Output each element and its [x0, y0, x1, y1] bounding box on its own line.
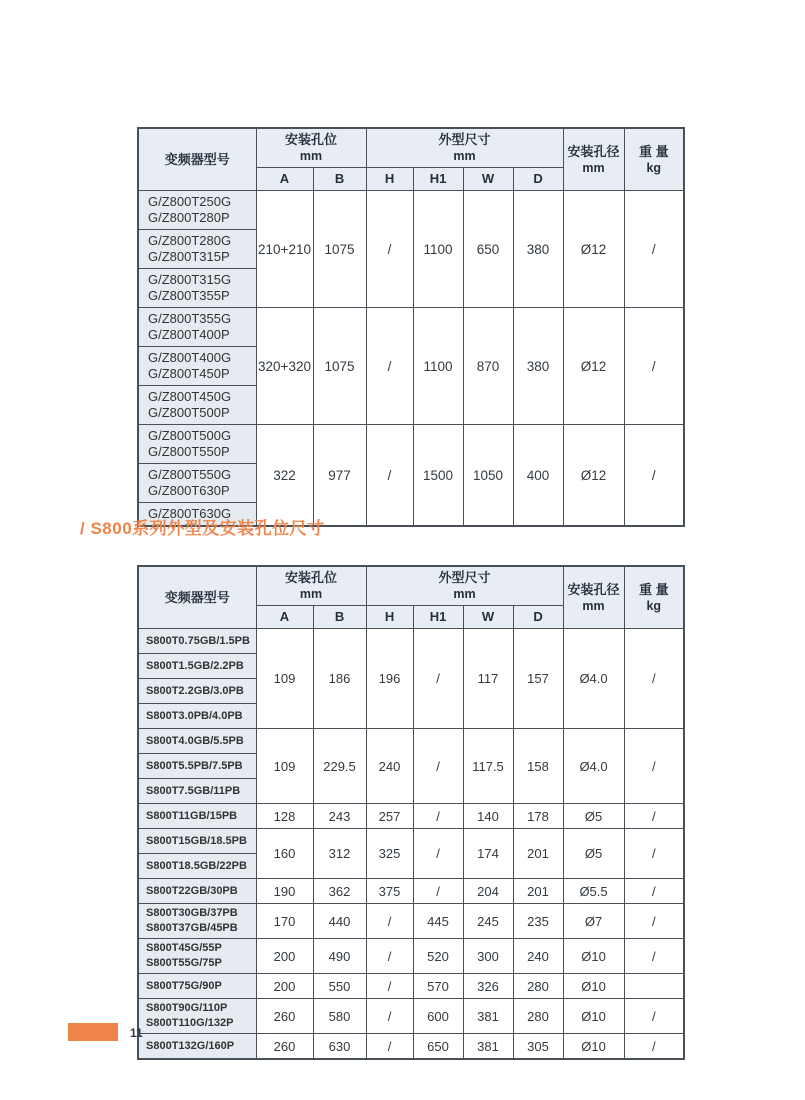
value-cell: 1075: [313, 191, 366, 308]
value-cell: 1050: [463, 425, 513, 527]
header-row-1: [138, 566, 684, 606]
value-cell: Ø5.5: [563, 879, 624, 904]
model-name: G/Z800T630P: [148, 483, 230, 498]
value-cell: /: [624, 425, 684, 527]
s800-table-body: [138, 629, 684, 1060]
col-header-mount-holes-unit: mm: [299, 149, 323, 163]
value-cell: /: [413, 629, 463, 729]
col-header-weight: [624, 566, 684, 629]
value-cell: /: [366, 974, 413, 999]
col-header-hole-dia: [563, 128, 624, 191]
model-cell: [138, 269, 256, 308]
model-name: G/Z800T400G: [148, 350, 232, 365]
model-name: G/Z800T550G: [148, 467, 232, 482]
model-name: S800T18.5GB/22PB: [146, 859, 247, 872]
value-cell: 312: [313, 829, 366, 879]
col-header-H1: H1: [413, 168, 463, 191]
model-name: G/Z800T355P: [148, 288, 230, 303]
value-cell: /: [366, 939, 413, 974]
value-cell: /: [624, 904, 684, 939]
value-cell: 325: [366, 829, 413, 879]
model-cell: [138, 679, 256, 704]
col-header-weight-label: 重 量: [638, 581, 669, 597]
table-row: [138, 829, 684, 854]
col-header-weight: [624, 128, 684, 191]
col-header-D: D: [513, 168, 563, 191]
model-cell: [138, 464, 256, 503]
value-cell: 445: [413, 904, 463, 939]
table-row: [138, 629, 684, 654]
value-cell: Ø12: [563, 308, 624, 425]
col-header-H: H: [366, 168, 413, 191]
value-cell: 322: [256, 425, 313, 527]
value-cell: /: [624, 191, 684, 308]
value-cell: /: [413, 879, 463, 904]
value-cell: /: [413, 729, 463, 804]
col-header-H1: H1: [413, 606, 463, 629]
col-header-dims-label: 外型尺寸: [438, 570, 491, 585]
value-cell: /: [624, 879, 684, 904]
value-cell: 1075: [313, 308, 366, 425]
model-name: G/Z800T315G: [148, 272, 232, 287]
table-row: [138, 904, 684, 939]
value-cell: /: [624, 729, 684, 804]
col-header-W: W: [463, 606, 513, 629]
value-cell: 650: [463, 191, 513, 308]
col-header-mount-holes-label: 安装孔位: [285, 132, 338, 147]
value-cell: 201: [513, 829, 563, 879]
value-cell: 362: [313, 879, 366, 904]
value-cell: 440: [313, 904, 366, 939]
value-cell: /: [413, 829, 463, 879]
value-cell: 260: [256, 1034, 313, 1060]
value-cell: 650: [413, 1034, 463, 1060]
value-cell: 257: [366, 804, 413, 829]
model-cell: [138, 854, 256, 879]
col-header-mount-holes: [256, 566, 366, 606]
value-cell: 128: [256, 804, 313, 829]
model-cell: [138, 425, 256, 464]
value-cell: [624, 974, 684, 999]
value-cell: /: [366, 1034, 413, 1060]
col-header-dims: [366, 128, 563, 168]
model-name: G/Z800T250G: [148, 194, 232, 209]
value-cell: 186: [313, 629, 366, 729]
model-cell: [138, 704, 256, 729]
value-cell: 178: [513, 804, 563, 829]
model-name: S800T15GB/18.5PB: [146, 834, 247, 847]
col-header-hole-dia: [563, 566, 624, 629]
value-cell: 109: [256, 629, 313, 729]
model-name: G/Z800T355G: [148, 311, 232, 326]
value-cell: 580: [313, 999, 366, 1034]
value-cell: /: [624, 939, 684, 974]
value-cell: Ø5: [563, 804, 624, 829]
model-name: S800T0.75GB/1.5PB: [146, 634, 250, 647]
value-cell: /: [624, 629, 684, 729]
model-cell: [138, 754, 256, 779]
value-cell: Ø10: [563, 974, 624, 999]
value-cell: 1500: [413, 425, 463, 527]
model-cell: [138, 829, 256, 854]
value-cell: /: [413, 804, 463, 829]
model-cell: [138, 629, 256, 654]
model-name: S800T75G/90P: [146, 979, 222, 992]
s800-dimension-table: [137, 565, 685, 1060]
value-cell: 1100: [413, 308, 463, 425]
value-cell: 380: [513, 308, 563, 425]
header-row-1: [138, 128, 684, 168]
value-cell: 190: [256, 879, 313, 904]
col-header-model: 变频器型号: [138, 128, 256, 191]
value-cell: Ø10: [563, 939, 624, 974]
model-name: S800T22GB/30PB: [146, 884, 238, 897]
model-name: S800T90G/110P: [146, 1002, 228, 1014]
value-cell: 305: [513, 1034, 563, 1060]
col-header-H: H: [366, 606, 413, 629]
value-cell: 260: [256, 999, 313, 1034]
value-cell: 320+320: [256, 308, 313, 425]
value-cell: 235: [513, 904, 563, 939]
value-cell: /: [366, 425, 413, 527]
model-cell: [138, 191, 256, 230]
col-header-hole-dia-label: 安装孔径: [567, 143, 620, 159]
model-name: G/Z800T450G: [148, 389, 232, 404]
value-cell: Ø12: [563, 191, 624, 308]
model-name: G/Z800T500P: [148, 405, 230, 420]
col-header-dims-label: 外型尺寸: [438, 132, 491, 147]
col-header-weight-unit: kg: [646, 160, 662, 175]
model-name: G/Z800T400P: [148, 327, 230, 342]
model-name: G/Z800T450P: [148, 366, 230, 381]
model-name: G/Z800T315P: [148, 249, 230, 264]
model-cell: [138, 729, 256, 754]
value-cell: 158: [513, 729, 563, 804]
table-row: [138, 1034, 684, 1060]
col-header-dims-unit: mm: [453, 149, 476, 163]
value-cell: 977: [313, 425, 366, 527]
value-cell: 140: [463, 804, 513, 829]
model-name: S800T7.5GB/11PB: [146, 784, 241, 797]
model-cell: [138, 308, 256, 347]
table-row: [138, 729, 684, 754]
model-name: S800T3.0PB/4.0PB: [146, 709, 243, 722]
model-cell: [138, 230, 256, 269]
model-name: S800T45G/55P: [146, 942, 222, 954]
value-cell: 204: [463, 879, 513, 904]
col-header-model: 变频器型号: [138, 566, 256, 629]
value-cell: 300: [463, 939, 513, 974]
model-name: S800T1.5GB/2.2PB: [146, 659, 244, 672]
model-name: G/Z800T280G: [148, 233, 232, 248]
model-name: G/Z800T550P: [148, 444, 230, 459]
value-cell: 240: [513, 939, 563, 974]
value-cell: 109: [256, 729, 313, 804]
value-cell: 280: [513, 999, 563, 1034]
value-cell: 520: [413, 939, 463, 974]
model-cell: [138, 904, 256, 939]
value-cell: 117: [463, 629, 513, 729]
value-cell: 157: [513, 629, 563, 729]
gz800-dimension-table-wrapper: [137, 127, 683, 527]
col-header-B: B: [313, 606, 366, 629]
value-cell: Ø4.0: [563, 729, 624, 804]
col-header-W: W: [463, 168, 513, 191]
value-cell: 243: [313, 804, 366, 829]
value-cell: 550: [313, 974, 366, 999]
model-cell: [138, 386, 256, 425]
col-header-hole-dia-label: 安装孔径: [567, 581, 620, 597]
table-row: [138, 999, 684, 1034]
value-cell: /: [366, 999, 413, 1034]
footer-accent-bar: [68, 1023, 118, 1041]
value-cell: 630: [313, 1034, 366, 1060]
col-header-mount-holes-unit: mm: [299, 587, 323, 601]
model-cell: [138, 347, 256, 386]
col-header-hole-dia-unit: mm: [582, 160, 605, 175]
value-cell: 381: [463, 1034, 513, 1060]
value-cell: 381: [463, 999, 513, 1034]
gz800-table-body: [138, 191, 684, 527]
value-cell: 570: [413, 974, 463, 999]
col-header-A: A: [256, 168, 313, 191]
table-row: [138, 804, 684, 829]
value-cell: 201: [513, 879, 563, 904]
value-cell: /: [624, 999, 684, 1034]
value-cell: 170: [256, 904, 313, 939]
value-cell: Ø10: [563, 999, 624, 1034]
value-cell: 326: [463, 974, 513, 999]
value-cell: 400: [513, 425, 563, 527]
model-name: S800T4.0GB/5.5PB: [146, 734, 244, 747]
value-cell: 160: [256, 829, 313, 879]
value-cell: 280: [513, 974, 563, 999]
col-header-weight-unit: kg: [646, 598, 662, 613]
model-name: S800T37GB/45PB: [146, 922, 238, 934]
col-header-A: A: [256, 606, 313, 629]
value-cell: /: [366, 191, 413, 308]
value-cell: /: [624, 308, 684, 425]
value-cell: 600: [413, 999, 463, 1034]
model-name: S800T132G/160P: [146, 1039, 235, 1052]
table-row: [138, 308, 684, 347]
value-cell: 210+210: [256, 191, 313, 308]
gz800-dimension-table: [137, 127, 685, 527]
model-name: S800T55G/75P: [146, 957, 222, 969]
value-cell: 240: [366, 729, 413, 804]
value-cell: Ø12: [563, 425, 624, 527]
model-name: G/Z800T630G: [148, 506, 232, 521]
value-cell: /: [624, 829, 684, 879]
page-number: 11: [130, 1026, 143, 1040]
table-row: [138, 974, 684, 999]
value-cell: 375: [366, 879, 413, 904]
col-header-dims-unit: mm: [453, 587, 476, 601]
table-row: [138, 939, 684, 974]
model-name: G/Z800T500G: [148, 428, 232, 443]
value-cell: /: [366, 308, 413, 425]
value-cell: 870: [463, 308, 513, 425]
value-cell: /: [366, 904, 413, 939]
model-cell: [138, 939, 256, 974]
model-name: G/Z800T280P: [148, 210, 230, 225]
model-cell: [138, 654, 256, 679]
value-cell: 200: [256, 974, 313, 999]
value-cell: 245: [463, 904, 513, 939]
value-cell: Ø4.0: [563, 629, 624, 729]
model-name: S800T110G/132P: [146, 1017, 234, 1029]
table-row: [138, 425, 684, 464]
model-name: S800T5.5PB/7.5PB: [146, 759, 243, 772]
model-cell: [138, 804, 256, 829]
col-header-D: D: [513, 606, 563, 629]
value-cell: Ø5: [563, 829, 624, 879]
value-cell: 200: [256, 939, 313, 974]
table-header: [138, 128, 684, 191]
col-header-hole-dia-unit: mm: [582, 598, 605, 613]
table-header: [138, 566, 684, 629]
value-cell: Ø10: [563, 1034, 624, 1060]
value-cell: /: [624, 1034, 684, 1060]
col-header-mount-holes-label: 安装孔位: [285, 570, 338, 585]
model-cell: [138, 974, 256, 999]
value-cell: 229.5: [313, 729, 366, 804]
model-name: S800T30GB/37PB: [146, 907, 238, 919]
table-row: [138, 879, 684, 904]
s800-dimension-table-wrapper: [137, 565, 683, 1060]
col-header-B: B: [313, 168, 366, 191]
value-cell: 117.5: [463, 729, 513, 804]
col-header-weight-label: 重 量: [638, 143, 669, 159]
col-header-dims: [366, 566, 563, 606]
model-name: S800T11GB/15PB: [146, 809, 238, 822]
model-cell: [138, 879, 256, 904]
col-header-mount-holes: [256, 128, 366, 168]
table-row: [138, 191, 684, 230]
value-cell: 196: [366, 629, 413, 729]
value-cell: 380: [513, 191, 563, 308]
value-cell: 490: [313, 939, 366, 974]
value-cell: /: [624, 804, 684, 829]
model-cell: [138, 1034, 256, 1060]
value-cell: 1100: [413, 191, 463, 308]
section-heading-s800: / S800系列外型及安装孔位尺寸: [80, 519, 325, 538]
value-cell: Ø7: [563, 904, 624, 939]
model-cell: [138, 999, 256, 1034]
model-name: S800T2.2GB/3.0PB: [146, 684, 244, 697]
value-cell: 174: [463, 829, 513, 879]
model-cell: [138, 779, 256, 804]
